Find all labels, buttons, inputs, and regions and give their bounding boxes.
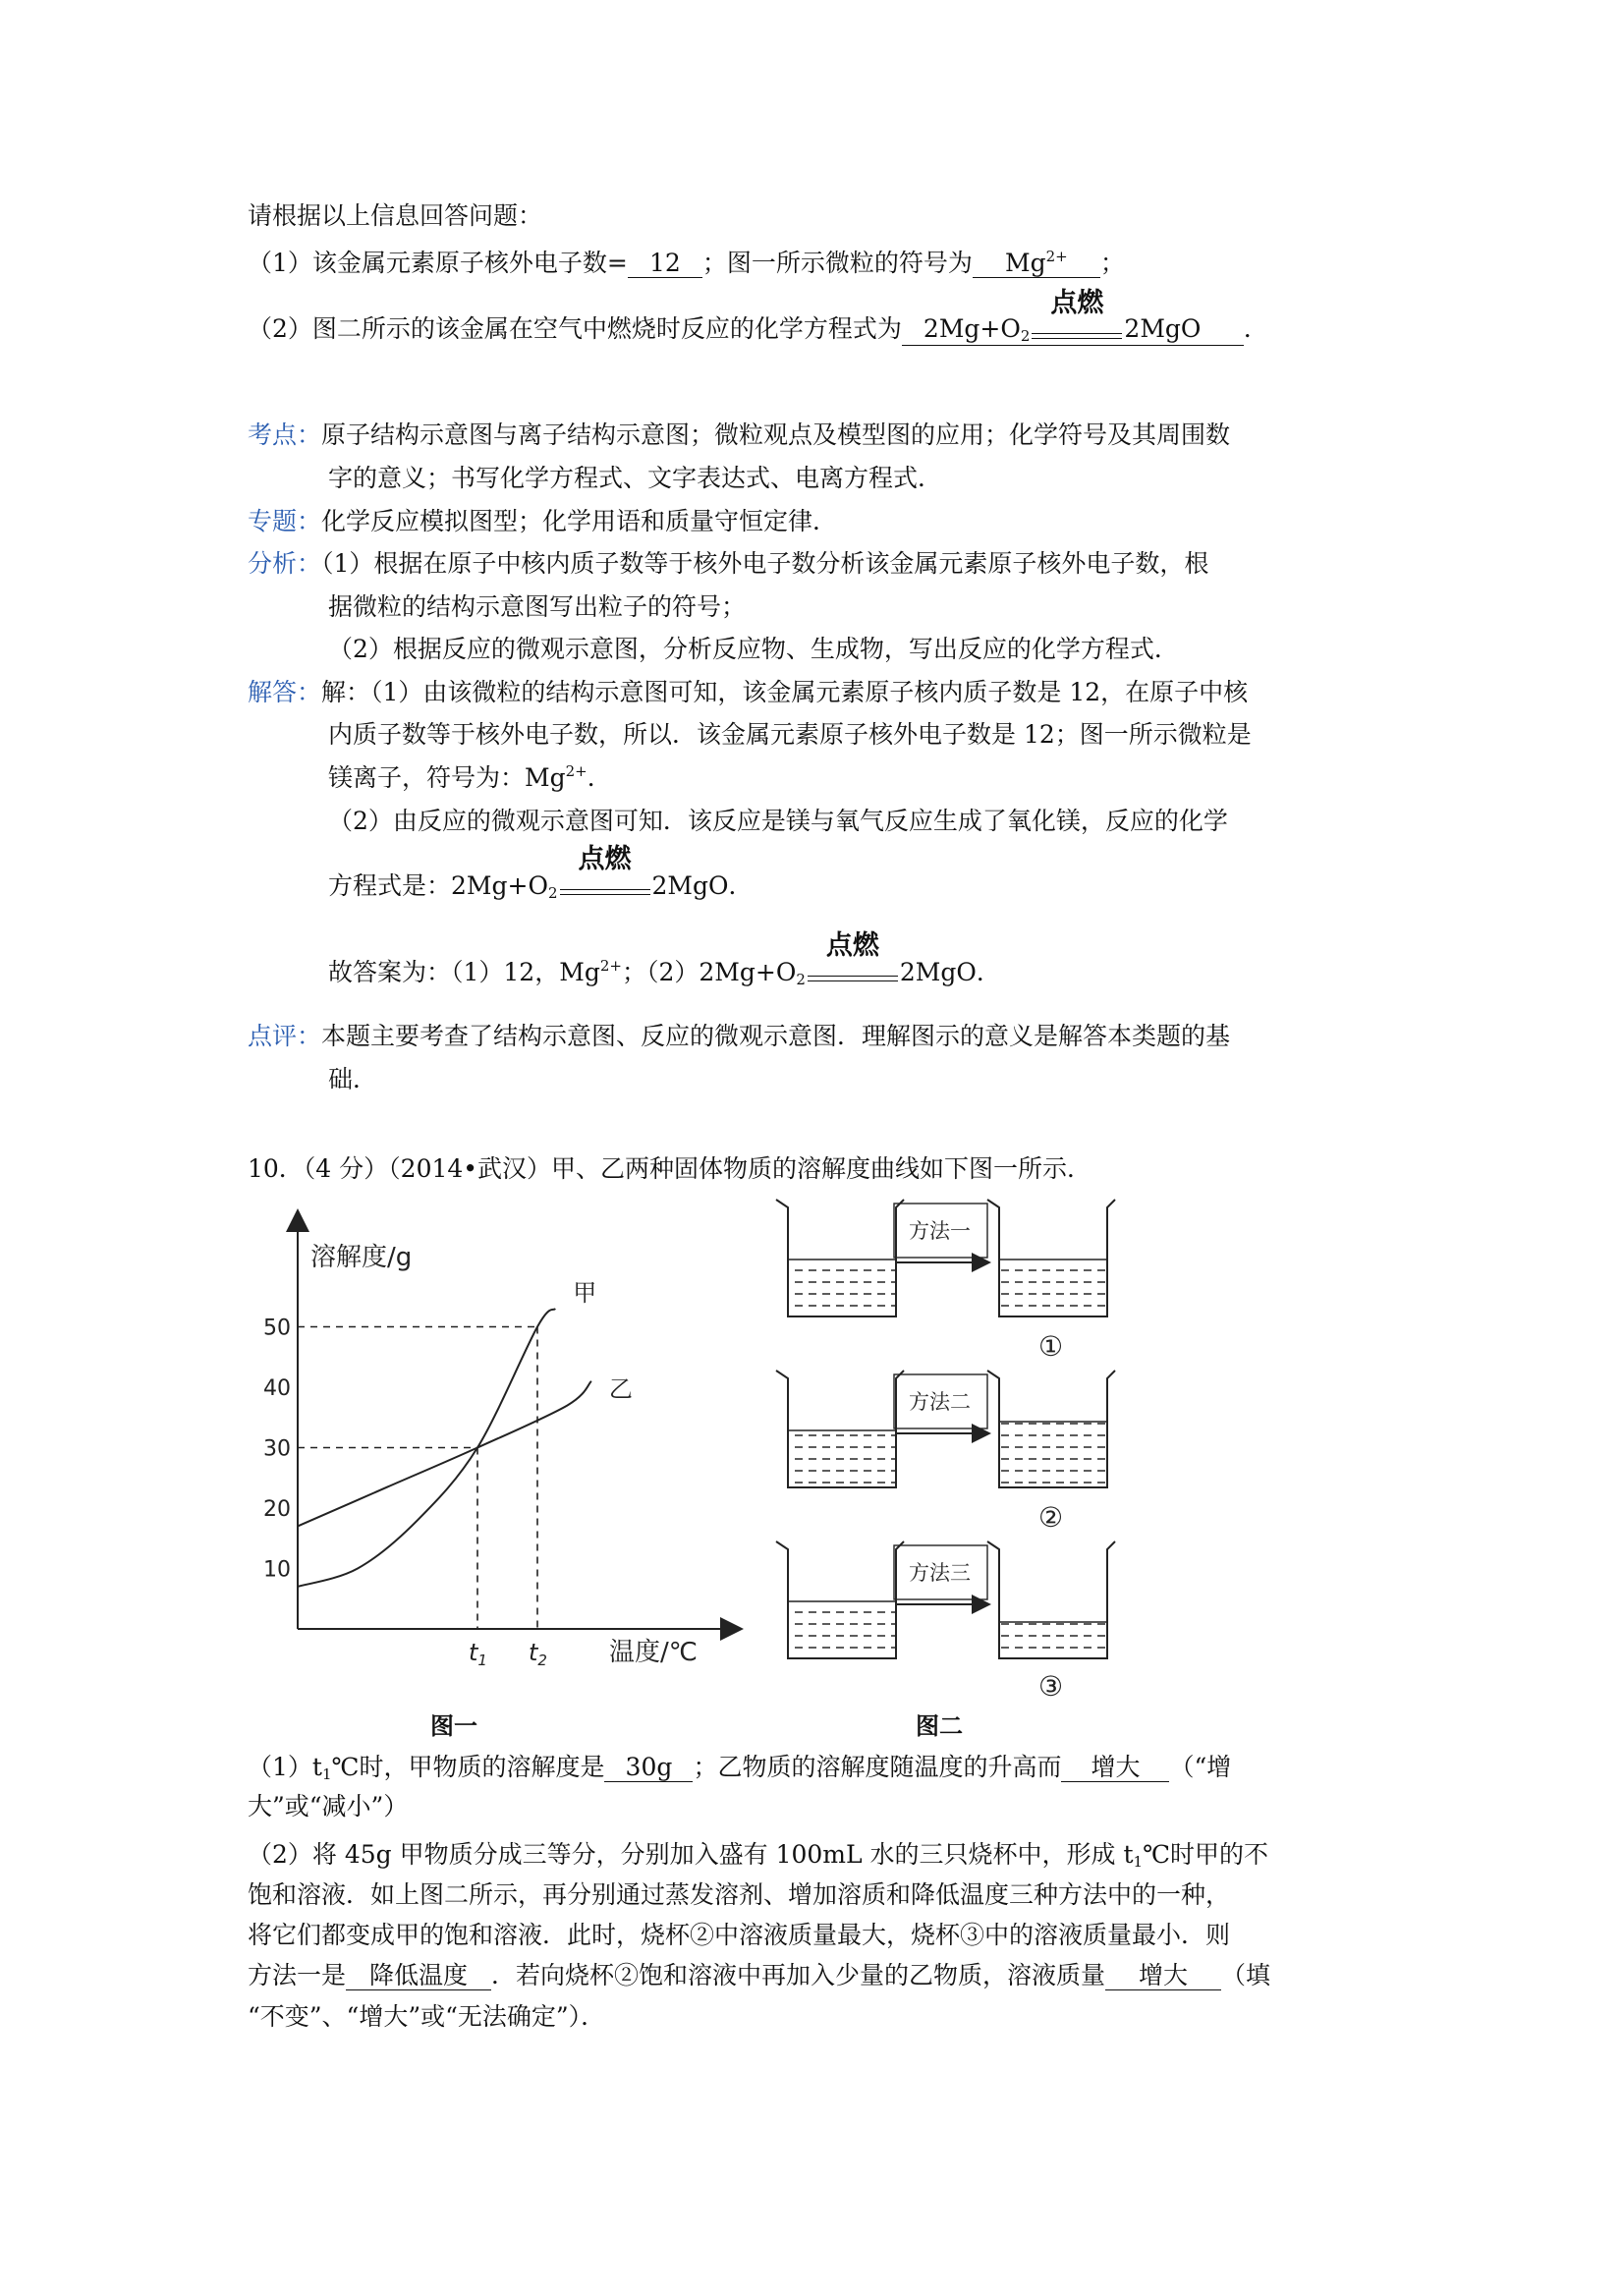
q1-symbol: Mg [1005,249,1046,277]
question-2 [248,288,1268,346]
jieda-line3-suffix: ． [587,763,612,792]
answer-mid: ；（2） [621,958,700,986]
result-3-label: ③ [1038,1670,1064,1703]
p1-prefix: （1）t [248,1753,322,1781]
beaker-diagram [766,1194,1130,1705]
q10-part2-line5: “不变”、“增大”或“无法确定”）． [248,2002,606,2031]
jieda-eq2-rhs: 2MgO [899,958,977,986]
p2-line4-suffix: （填 [1221,1961,1271,1989]
dianping-line2: 础． [328,1065,378,1093]
y-tick-50: 50 [263,1316,291,1341]
method-3-label: 方法三 [909,1561,971,1585]
solution-left-2 [789,1430,895,1486]
jieda-text-1: 解：（1）由该微粒的结构示意图可知，该金属元素原子核内质子数是 12，在原子中核 [321,678,1249,706]
solubility-chart [236,1208,747,1670]
fenxi-label: 分析： [248,549,322,578]
jieda-eq2-arrow [806,930,900,987]
p2-line1-suffix: ℃时甲的不 [1143,1840,1269,1869]
intro-text: 请根据以上信息回答问题： [248,201,543,230]
reference-lines [298,1327,537,1630]
result-1-label: ① [1038,1330,1064,1363]
jieda-eq1-lhs-sub: 2 [547,884,558,902]
answer-prefix: 故答案为：（1）12， [328,958,560,986]
fenxi-line1 [248,549,1208,579]
jieda-eq1-rhs: 2MgO [651,871,729,900]
y-tick-labels [263,1316,291,1583]
dianping-line1 [248,1022,1230,1051]
jieda-line4: （2）由反应的微观示意图可知．该反应是镁与氧气反应生成了氧化镁，反应的化学 [328,807,1228,835]
beaker-row-3 [776,1541,1115,1703]
q2-prefix: （2）图二所示的该金属在空气中燃烧时反应的化学方程式为 [248,314,902,343]
zhuanti-label: 专题： [248,507,322,535]
q10-part2-line2: 饱和溶液．如上图二所示，再分别通过蒸发溶剂、增加溶质和降低温度三种方法中的一种， [248,1880,1231,1909]
jieda-line1 [248,678,1248,707]
y-tick-20: 20 [263,1497,291,1522]
series-line-2 [298,1381,591,1527]
jieda-eq2-condition: 点燃 [825,930,879,961]
jieda-eq2-lhs: 2Mg+O [699,958,797,986]
q1-suffix: ； [1099,249,1125,277]
kaodian-label: 考点： [248,420,322,449]
q2-equation-answer [902,288,1244,346]
kaodian-line1 [248,420,1230,450]
q1-prefix: （1）该金属元素原子核外电子数= [248,249,628,277]
q10-part2-line3: 将它们都变成甲的饱和溶液．此时，烧杯②中溶液质量最大，烧杯③中的溶液质量最小．则 [248,1921,1231,1949]
jieda-eq1-lhs: 2Mg+O [451,871,548,900]
p2-t-sub: 1 [1133,1853,1144,1871]
jieda-eq1-arrow [558,844,652,901]
fenxi-text-1: （1）根据在原子中核内质子数等于核外电子数分析该金属元素原子核外电子数，根 [321,549,1209,578]
series-label-1: 甲 [573,1279,597,1308]
jieda-line3-prefix: 镁离子，符号为： [328,763,526,792]
p2-line4-prefix: 方法一是 [248,1961,347,1989]
solution-right-3 [1000,1622,1106,1657]
p2-answer-2: 增大 [1105,1962,1221,1990]
zhuanti-line [248,507,837,536]
q10-part2-line4 [248,1961,1270,1990]
p1-b: ；乙物质的溶解度随温度的升高而 [693,1753,1062,1781]
p1-a: ℃时，甲物质的溶解度是 [331,1753,605,1781]
y-tick-40: 40 [263,1376,291,1401]
q2-condition-arrow [1030,288,1124,345]
fenxi-line3: （2）根据反应的微观示意图，分析反应物、生成物，写出反应的化学方程式． [328,635,1179,663]
beaker-row-1 [776,1200,1115,1363]
answer-suffix: ． [976,958,1001,986]
x-tick-t1: $t_1$ [469,1639,487,1669]
q1-middle: ；图一所示微粒的符号为 [701,249,973,277]
y-tick-10: 10 [263,1557,291,1583]
series-label-2: 乙 [608,1374,633,1403]
kaodian-text-1: 原子结构示意图与离子结构示意图；微粒观点及模型图的应用；化学符号及其周围数 [321,420,1231,449]
jieda-eq2-lhs-sub: 2 [796,971,806,988]
p1-c: （“增 [1169,1753,1232,1781]
figure1-caption: 图一 [430,1712,477,1740]
p1-t-sub: 1 [321,1765,332,1783]
x-tick-t2: $t_2$ [529,1639,547,1669]
p2-answer-1: 降低温度 [346,1962,491,1990]
q2-lhs: 2Mg+O [923,314,1021,343]
q1-answer: 12 [628,250,702,278]
jieda-eq1-condition: 点燃 [578,844,632,874]
question-1 [248,249,1125,278]
q2-lhs-sub: 2 [1020,327,1031,345]
y-axis-label: 溶解度/g [310,1243,413,1272]
result-2-label: ② [1038,1501,1064,1534]
dianping-label: 点评： [248,1022,322,1050]
jieda-line3-symbol: Mg [525,763,566,792]
jieda-label: 解答： [248,678,322,706]
jieda-answer-line [328,930,1001,988]
solution-right-1 [1000,1260,1106,1316]
jieda-line3-charge: 2+ [565,762,588,780]
dianping-text-1: 本题主要考查了结构示意图、反应的微观示意图．理解图示的意义是解答本类题的基 [321,1022,1231,1050]
jieda-line3 [328,763,612,793]
q1-charge: 2+ [1045,248,1068,265]
q2-suffix: ． [1243,314,1268,343]
zhuanti-text: 化学反应模拟图型；化学用语和质量守恒定律． [321,507,838,535]
x-tick-labels [469,1639,547,1669]
fenxi-line2: 据微粒的结构示意图写出粒子的符号； [328,592,747,621]
p1-answer-1: 30g [604,1754,693,1782]
jieda-line5-suffix: ． [728,871,754,900]
q10-part2-line1 [248,1840,1268,1870]
jieda-line5-prefix: 方程式是： [328,871,452,900]
q10-part1-line1 [248,1753,1231,1782]
x-axis-label: 温度/℃ [609,1638,698,1667]
q1-symbol-answer [973,250,1100,278]
answer-charge: 2+ [599,957,622,975]
y-tick-30: 30 [263,1436,291,1462]
method-1-label: 方法一 [909,1219,971,1243]
q2-rhs: 2MgO [1124,314,1202,343]
kaodian-line2: 字的意义；书写化学方程式、文字表达式、电离方程式． [328,464,943,492]
figure2-caption: 图二 [916,1712,963,1740]
p1-answer-2: 增大 [1061,1754,1169,1782]
solution-left-1 [789,1260,895,1316]
method-2-label: 方法二 [909,1390,971,1414]
solution-left-3 [789,1601,895,1657]
q10-header: 10．（4 分）（2014•武汉）甲、乙两种固体物质的溶解度曲线如下图一所示． [248,1154,1092,1183]
beaker-row-2 [776,1371,1115,1534]
q10-part1-line2: 大”或“减小”） [248,1792,409,1820]
solution-right-2 [1000,1422,1106,1486]
p2-line1-prefix: （2）将 45g 甲物质分成三等分，分别加入盛有 100mL 水的三只烧杯中，形成 t [248,1840,1134,1869]
q2-condition: 点燃 [1050,288,1104,318]
p2-line4-mid: ．若向烧杯②饱和溶液中再加入少量的乙物质，溶液质量 [491,1961,1106,1989]
jieda-line5 [328,844,754,902]
jieda-line2: 内质子数等于核外电子数，所以．该金属元素原子核外电子数是 12；图一所示微粒是 [328,720,1252,749]
series-lines [298,1279,633,1587]
answer-symbol: Mg [559,958,600,986]
